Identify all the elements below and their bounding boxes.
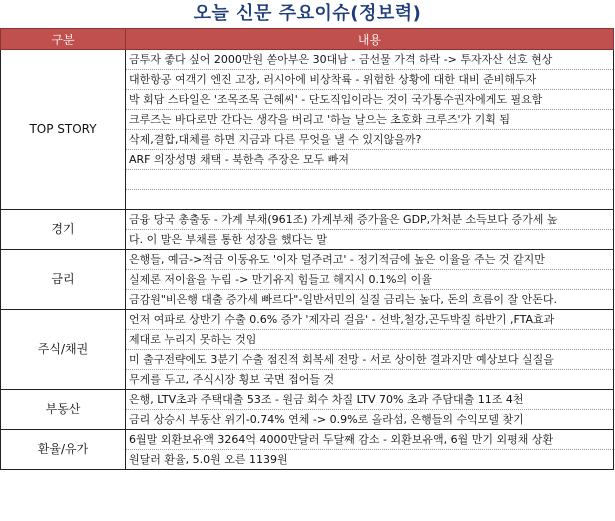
content-cell: 미 출구전략에도 3분기 수출 점진적 회복세 전망 - 서로 상이한 결과지만 예상보다 실질을: [126, 350, 614, 370]
header-category: 구분: [1, 29, 126, 50]
category-cell: 금리: [1, 250, 126, 310]
table-row: [1, 430, 614, 450]
content-cell: [126, 170, 614, 190]
content-cell: 무게를 두고, 주식시장 횡보 국면 접어들 것: [126, 370, 614, 390]
issues-table: [0, 28, 614, 470]
content-cell: 금융 당국 총출동 - 가계 부채(961조) 가계부채 증가율은 GDP,가처분 소득보다 증가세 높: [126, 210, 614, 230]
table-row: [1, 310, 614, 330]
category-cell: 부동산: [1, 390, 126, 430]
table-row: [1, 50, 614, 70]
content-cell: ARF 의장성명 채택 - 북한측 주장은 모두 빠져: [126, 150, 614, 170]
content-cell: 대한항공 여객기 엔진 고장, 러시아에 비상착륙 - 위험한 상황에 대한 대비 준비해두자: [126, 70, 614, 90]
content-cell: 크루즈는 바다로만 간다는 생각을 버리고 '하늘 날으는 초호화 크루즈'가 기획 됨: [126, 110, 614, 130]
table-row: [1, 250, 614, 270]
content-cell: 은행들, 예금->적금 이동유도 '이자 덜주려고' - 정기적금에 높은 이율을 주는 것 같지만: [126, 250, 614, 270]
table-row: [1, 210, 614, 230]
content-cell: 원달러 환율, 5.0원 오른 1139원: [126, 450, 614, 470]
content-cell: 실제론 저이율을 누림 -> 만기유지 힘들고 해지시 0.1%의 이율: [126, 270, 614, 290]
category-cell: 경기: [1, 210, 126, 250]
category-cell: 주식/채권: [1, 310, 126, 390]
table-row: [1, 390, 614, 410]
content-cell: [126, 190, 614, 210]
content-cell: 금투자 좋다 싶어 2000만원 쏟아부은 30대남 - 금선물 가격 하락 -> 투자자산 선호 현상: [126, 50, 614, 70]
header-content: 내용: [126, 29, 614, 50]
content-cell: 금리 상승시 부동산 위기-0.74% 연체 -> 0.9%로 올라섬, 은행들의 수익모델 찾기: [126, 410, 614, 430]
content-cell: 제대로 누리지 못하는 것임: [126, 330, 614, 350]
content-cell: 금감원"비은행 대출 증가세 빠르다"-일반서민의 실질 금리는 높다, 돈의 흐름이 잘 안돈다.: [126, 290, 614, 310]
page-title: 오늘 신문 주요이슈(정보력): [193, 3, 422, 24]
content-cell: 언저 여파로 상반기 수출 0.6% 증가 '제자리 걸음' - 선박,철강,곤두박질 하반기 ,FTA효과: [126, 310, 614, 330]
category-cell: TOP STORY: [1, 50, 126, 210]
table-header-row: [1, 29, 614, 50]
category-cell: 환율/유가: [1, 430, 126, 470]
content-cell: 박 회담 스타일은 '조목조목 근혜씨' - 단도직입이라는 것이 국가통수권자에게도 필요함: [126, 90, 614, 110]
content-cell: 삭제,결합,대체를 하면 지금과 다른 무엇을 낼 수 있지않을까?: [126, 130, 614, 150]
table-body: [1, 50, 614, 470]
content-cell: 다. 이 말은 부채를 통한 성장을 했다는 말: [126, 230, 614, 250]
content-cell: 6월말 외환보유액 3264억 4000만달러 두달째 감소 - 외환보유액, 6월 만기 외평채 상환: [126, 430, 614, 450]
content-cell: 은행, LTV초과 주택대출 53조 - 원금 회수 차질 LTV 70% 초과 주담대출 11조 4천: [126, 390, 614, 410]
